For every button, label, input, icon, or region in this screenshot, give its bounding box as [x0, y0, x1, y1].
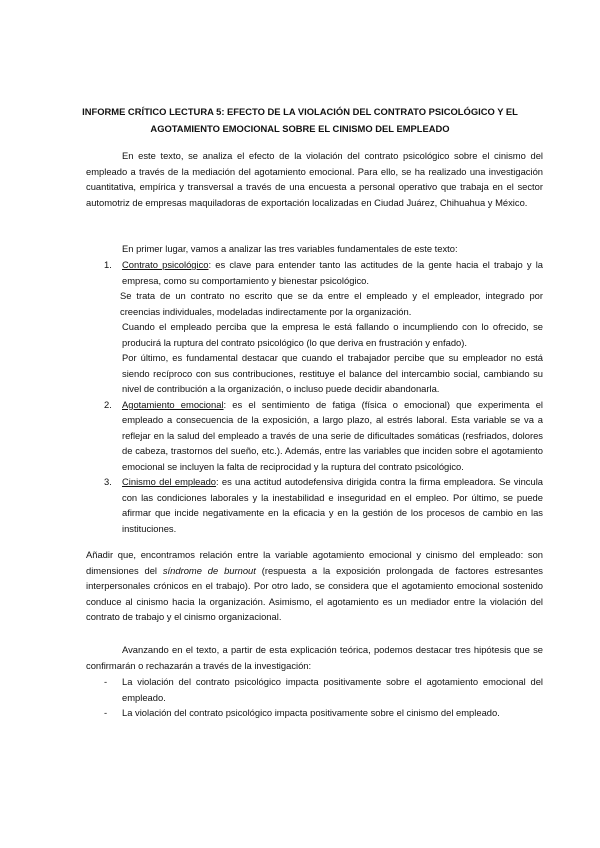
intro-text: En este texto, se analiza el efecto de la violación del contrato psicológico sobre el cinismo del empleado a través de la mediación del agotamiento emocional. Para ello, se ha realizado una investigación cuantitativa, empírica y transversal a través de una encuesta a personal operativo que trabaja en el sector automotriz de empresas maquiladoras de exportación localizadas en Ciudad Juárez, Chihuahua y México.: [86, 150, 543, 208]
title-line-1: INFORME CRÍTICO LECTURA 5: EFECTO DE LA VIOLACIÓN DEL CONTRATO PSICOLÓGICO Y EL: [82, 106, 518, 117]
term-cinismo-del-empleado: Cinismo del empleado: [122, 476, 217, 487]
list-item: [86, 257, 543, 397]
relation-italic-term: síndrome de burnout: [162, 564, 256, 576]
term-agotamiento-emocional: Agotamiento emocional: [122, 398, 224, 410]
hypothesis-text: La violación del contrato psicológico impacta positivamente sobre el agotamiento emocional del empleado.: [122, 676, 543, 703]
list-item: [86, 474, 543, 536]
intro-paragraph: [86, 148, 543, 210]
list-item: [86, 705, 543, 721]
list-item: [86, 397, 543, 475]
list-number: 1.: [104, 259, 112, 270]
item-text: : es el sentimiento de fatiga (física o emocional) que experimenta el empleado a consecuencia de la exposición, a largo plazo, al estrés laboral. Esta variable se va a reflejar en la salud del empleado a través de una serie de dificultades somáticas (resfriados, dolores de cabeza, trastornos del sueño, etc.). Además, entre las variables que inciden sobre el agotamiento emocional se incluyen la falta de reciprocidad y la ruptura del contrato psicológico.: [122, 398, 543, 472]
document-title: [60, 103, 540, 137]
relation-paragraph: [86, 547, 543, 625]
item-text: : es una actitud autodefensiva dirigida contra la firma empleadora. Se vincula con las condiciones laborales y la inestabilidad e inseguridad en el empleo. Por último, se puede afirmar que incide negativamente en la eficacia y en la gestión de los procesos de cambio en las instituciones.: [122, 476, 543, 534]
bullet-dash: -: [104, 676, 108, 687]
variables-intro-text: En primer lugar, vamos a analizar las tres variables fundamentales de este texto:: [122, 243, 458, 254]
list-number: 2.: [104, 398, 112, 410]
item-subparagraph: Por último, es fundamental destacar que cuando el trabajador percibe que su empleador no está siendo recíproco con sus contribuciones, restituye el balance del intercambio social, cambiando su nivel de contribución a la organización, o incluso puede decidir abandonarla.: [122, 352, 543, 394]
hypotheses-intro-text: Avanzando en el texto, a partir de esta explicación teórica, podemos destacar tres hipótesis que se confirmarán o rechazarán a través de la investigación:: [86, 644, 543, 671]
hypothesis-text: La violación del contrato psicológico impacta positivamente sobre el cinismo del empleado.: [122, 707, 500, 718]
item-subparagraph: Cuando el empleado perciba que la empresa le está fallando o incumpliendo con lo ofrecido, se producirá la ruptura del contrato psicológico (lo que deriva en frustración y enfado).: [122, 321, 543, 348]
item-text: : es clave para entender tanto las actitudes de la gente hacia el trabajo y la empresa, como su comportamiento y bienestar psicológico.: [122, 259, 543, 286]
bullet-dash: -: [104, 707, 108, 718]
relation-text-after: (respuesta a la exposición prolongada de factores estresantes interpersonales crónicos en el trabajo). Por otro lado, se considera que el agotamiento emocional sostenido conduce al cinismo hacia la organización. Asimismo, el agotamiento es un mediador entre la violación del contrato de trabajo y el cinismo organizacional.: [86, 564, 543, 622]
term-contrato-psicologico: Contrato psicológico: [122, 259, 209, 270]
title-line-2: AGOTAMIENTO EMOCIONAL SOBRE EL CINISMO DEL EMPLEADO: [150, 123, 450, 134]
item-subparagraph: Se trata de un contrato no escrito que se da entre el empleado y el empleador, integrado por creencias individuales, modeladas indirectamente por la organización.: [120, 290, 543, 317]
list-number: 3.: [104, 476, 112, 487]
variables-list: [86, 257, 543, 536]
variables-intro-paragraph: [86, 241, 543, 257]
hypotheses-list: [86, 674, 543, 721]
hypotheses-intro-paragraph: [86, 642, 543, 673]
relation-text-before: Añadir que, encontramos relación entre la variable agotamiento emocional y cinismo del empleado: son dimensiones del: [86, 549, 543, 576]
list-item: [86, 674, 543, 705]
